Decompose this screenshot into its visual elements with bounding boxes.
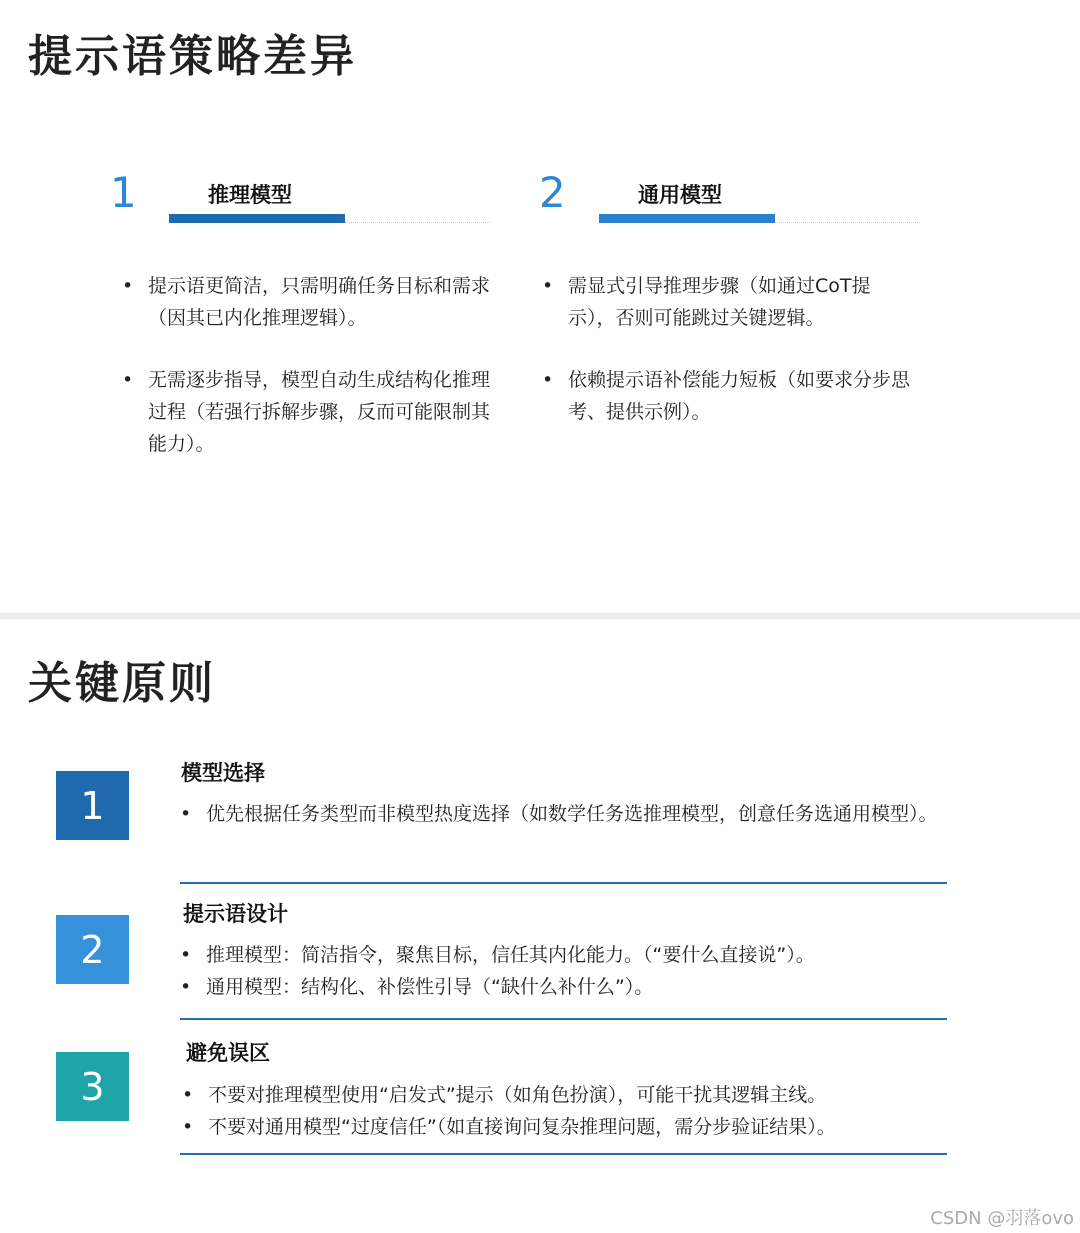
section-divider (0, 613, 1080, 619)
column-1-bullet: • 提示语更简洁，只需明确任务目标和需求（因其已内化推理逻辑）。 (122, 275, 491, 329)
principle-1-bullets (180, 798, 951, 830)
principle-3-bullets (182, 1079, 953, 1143)
principle-3-bullet: • 不要对推理模型使用“启发式”提示（如角色扮演），可能干扰其逻辑主线。 (182, 1084, 827, 1106)
column-2-bullet: • 需显式引导推理步骤（如通过CoT提示），否则可能跳过关键逻辑。 (542, 275, 871, 329)
principle-2-bullets (180, 939, 951, 1003)
column-2-rule (775, 222, 920, 223)
column-2-title: 通用模型 (638, 183, 722, 207)
principle-3-underline (180, 1153, 947, 1155)
principle-2-underline (180, 1018, 947, 1020)
principle-2-number-box: 2 (56, 915, 129, 984)
principle-2-title: 提示语设计 (183, 902, 288, 926)
column-1-number: 1 (110, 168, 137, 217)
column-1-bullets (122, 270, 493, 490)
column-1-bullet: • 无需逐步指导，模型自动生成结构化推理过程（若强行拆解步骤，反而可能限制其能力）。 (122, 369, 491, 455)
column-2-bullet: • 依赖提示语补偿能力短板（如要求分步思考、提供示例）。 (542, 369, 911, 423)
column-1-title-bar (169, 214, 345, 223)
column-2-number: 2 (539, 168, 566, 217)
principle-3-number-box: 3 (56, 1052, 129, 1121)
principle-3-bullet: • 不要对通用模型“过度信任”（如直接询问复杂推理问题，需分步验证结果）。 (182, 1116, 836, 1138)
column-1-rule (345, 222, 490, 223)
watermark: CSDN @羽落ovo (930, 1208, 1074, 1229)
column-1-title: 推理模型 (208, 183, 292, 207)
principle-3-title: 避免误区 (186, 1041, 270, 1065)
principle-2-bullet: • 推理模型：简洁指令，聚焦目标，信任其内化能力。（“要什么直接说”）。 (180, 944, 815, 966)
principle-2-bullet: • 通用模型：结构化、补偿性引导（“缺什么补什么”）。 (180, 976, 654, 998)
principle-1-title: 模型选择 (181, 761, 265, 785)
principle-1-bullet: • 优先根据任务类型而非模型热度选择（如数学任务选推理模型，创意任务选通用模型）。 (180, 803, 938, 825)
principle-1-number-box: 1 (56, 771, 129, 840)
principles-title: 关键原则 (28, 658, 216, 709)
column-2-title-bar (599, 214, 775, 223)
strategy-title: 提示语策略差异 (28, 31, 357, 82)
principle-1-underline (180, 882, 947, 884)
column-2-bullets (542, 270, 913, 458)
